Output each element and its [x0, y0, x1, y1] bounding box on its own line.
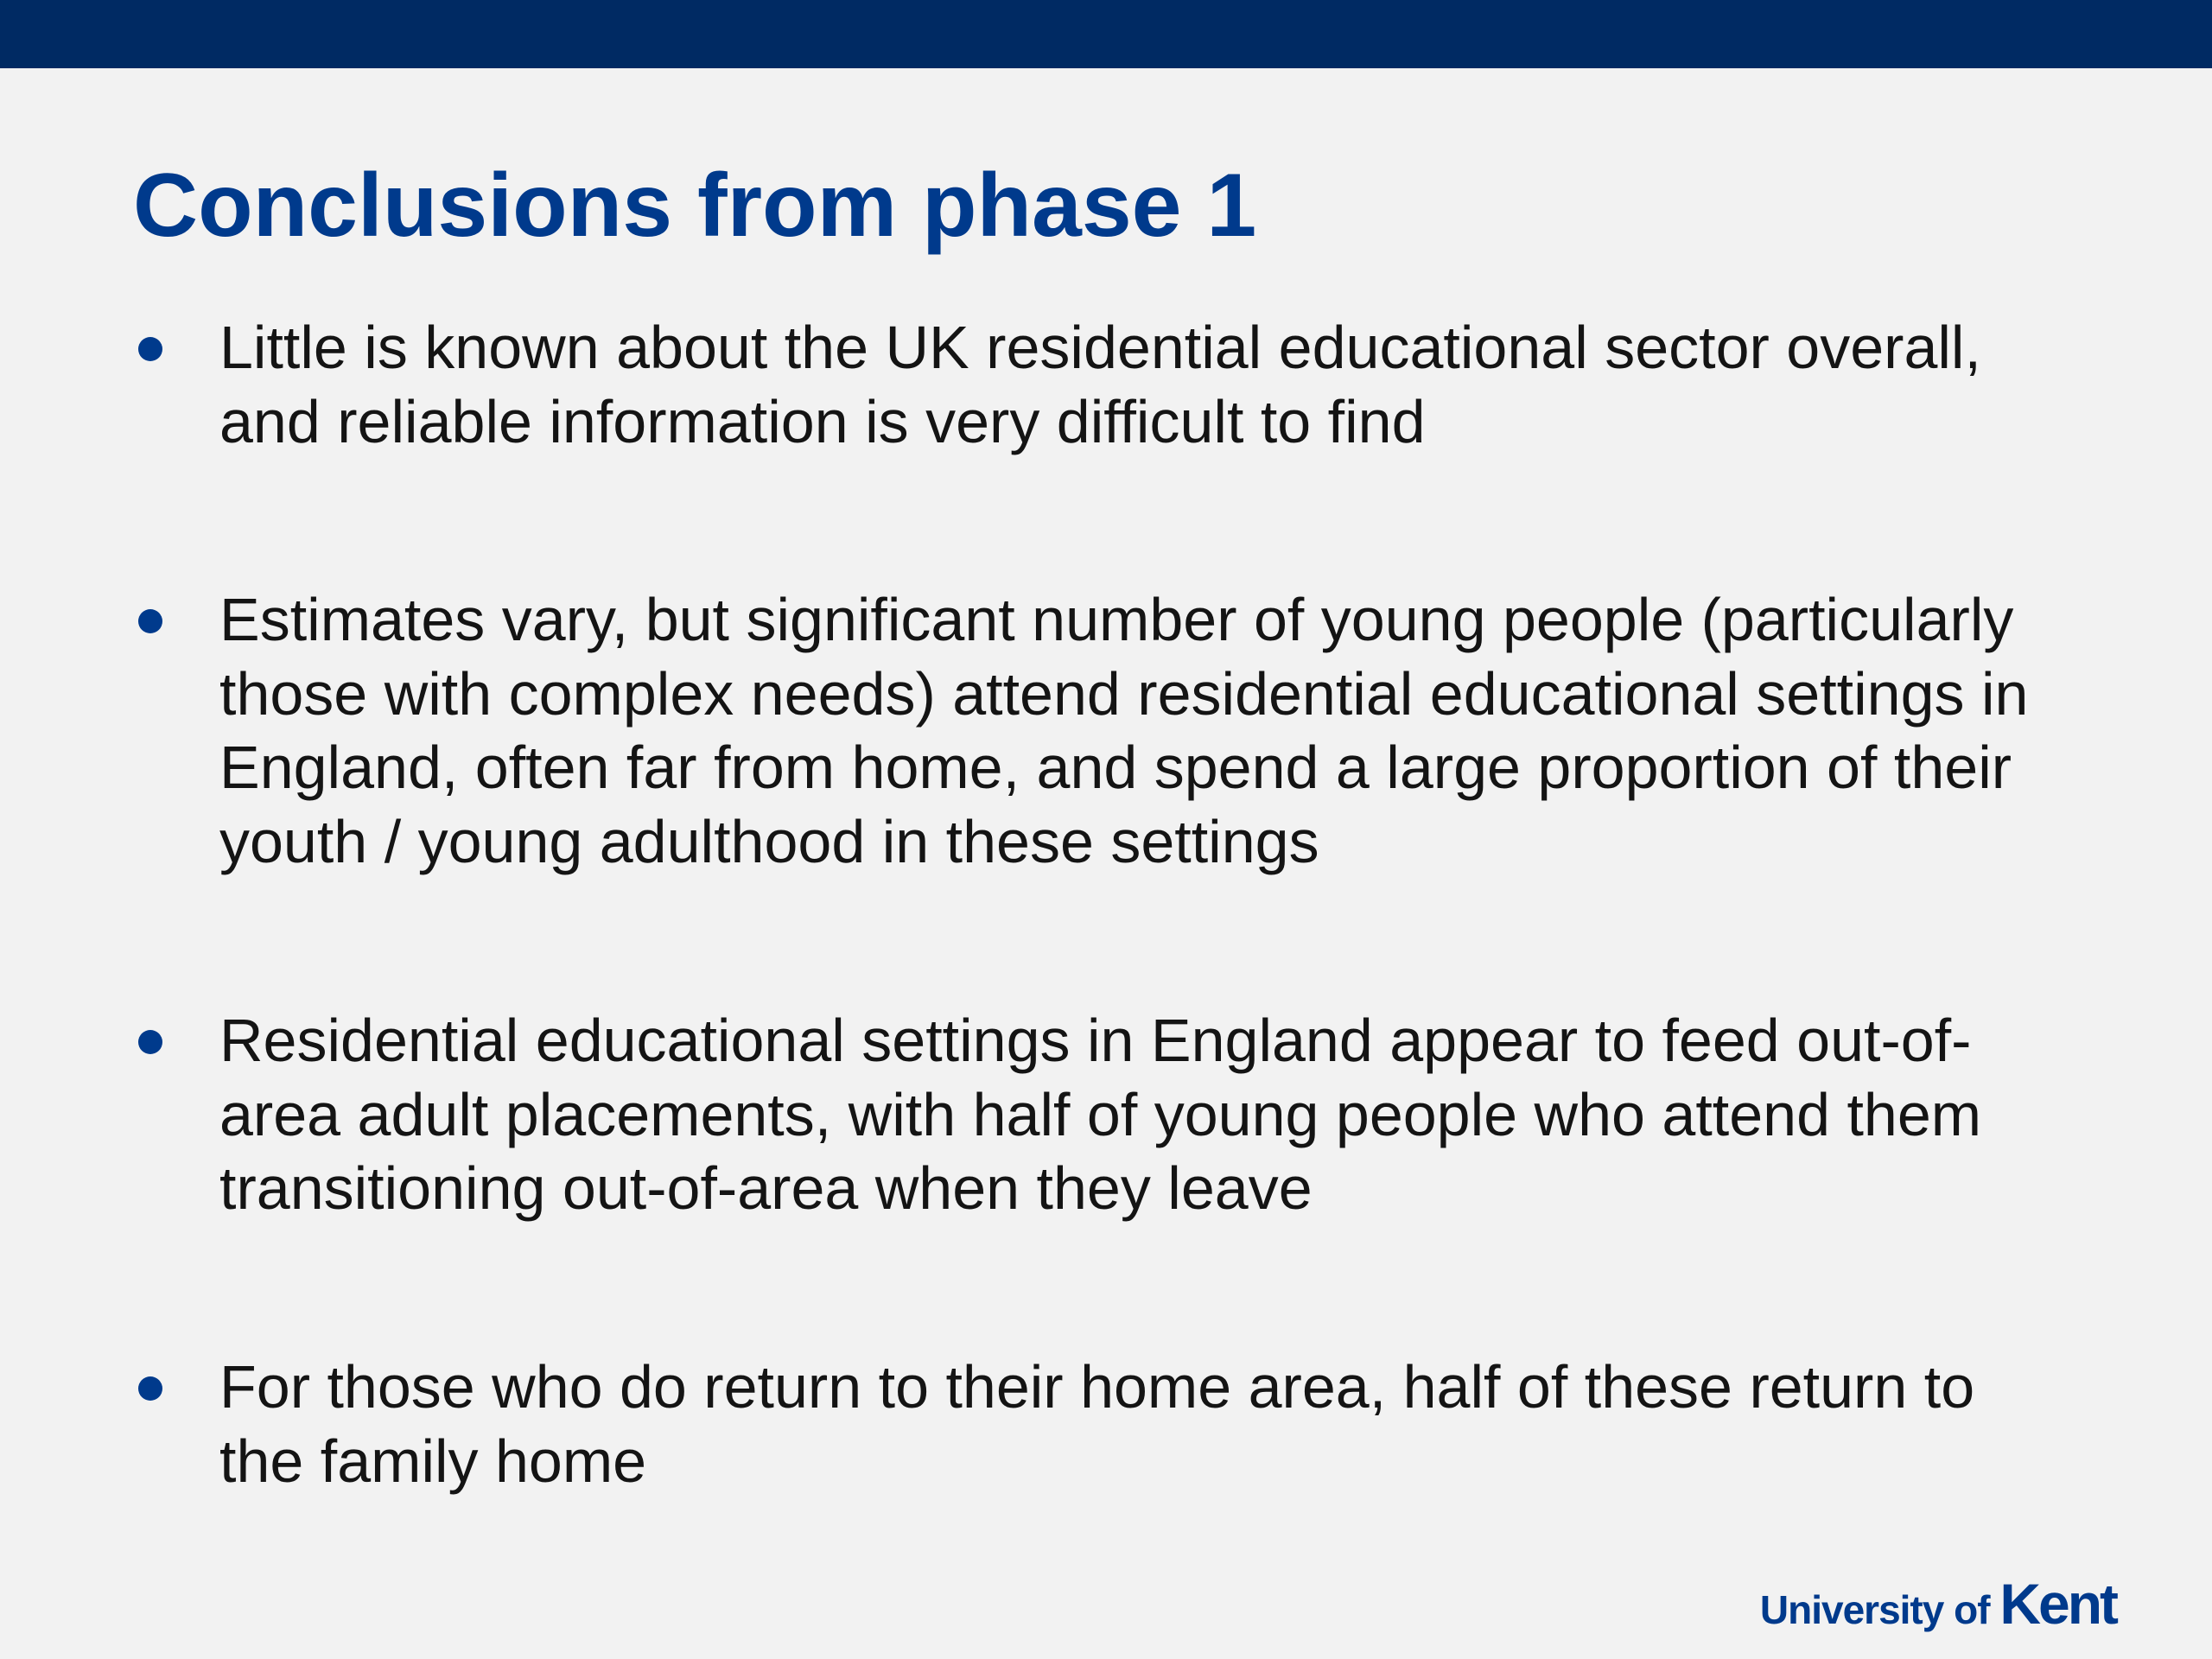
bullet-line: Residential educational settings in England appear to feed out-of- — [219, 1007, 1972, 1074]
university-of-kent-logo — [1760, 1571, 2116, 1640]
bullet-text — [219, 1351, 2212, 1498]
bullet-line: For those who do return to their home area, half of these return to — [219, 1353, 1975, 1421]
bullet-icon — [138, 1376, 162, 1401]
bullet-line: youth / young adulthood in these settings — [219, 807, 1319, 875]
bullet-icon — [138, 1030, 162, 1054]
bullet-line: and reliable information is very difficult to find — [219, 387, 1426, 455]
logo-prefix: University of — [1759, 1587, 2000, 1632]
header-bar — [0, 0, 2212, 68]
bullet-text — [219, 583, 2212, 879]
bullet-text — [219, 1004, 2212, 1226]
bullet-line: England, often far from home, and spend a large proportion of their — [219, 734, 2012, 801]
bullet-line: Estimates vary, but significant number of young people (particularly — [219, 586, 2014, 653]
logo-name: Kent — [1999, 1572, 2116, 1636]
bullet-icon — [138, 337, 162, 361]
bullet-icon — [138, 609, 162, 633]
slide-title: Conclusions from phase 1 — [133, 156, 1257, 256]
bullet-line: those with complex needs) attend residential educational settings in — [219, 659, 2029, 728]
bullet-line: transitioning out-of-area when they leave — [219, 1154, 1313, 1222]
bullet-line: Little is known about the UK residential educational sector overall, — [219, 314, 1981, 381]
bullet-text — [219, 311, 2212, 459]
bullet-line: the family home — [219, 1427, 647, 1495]
bullet-line: area adult placements, with half of young people who attend them — [219, 1080, 1982, 1148]
